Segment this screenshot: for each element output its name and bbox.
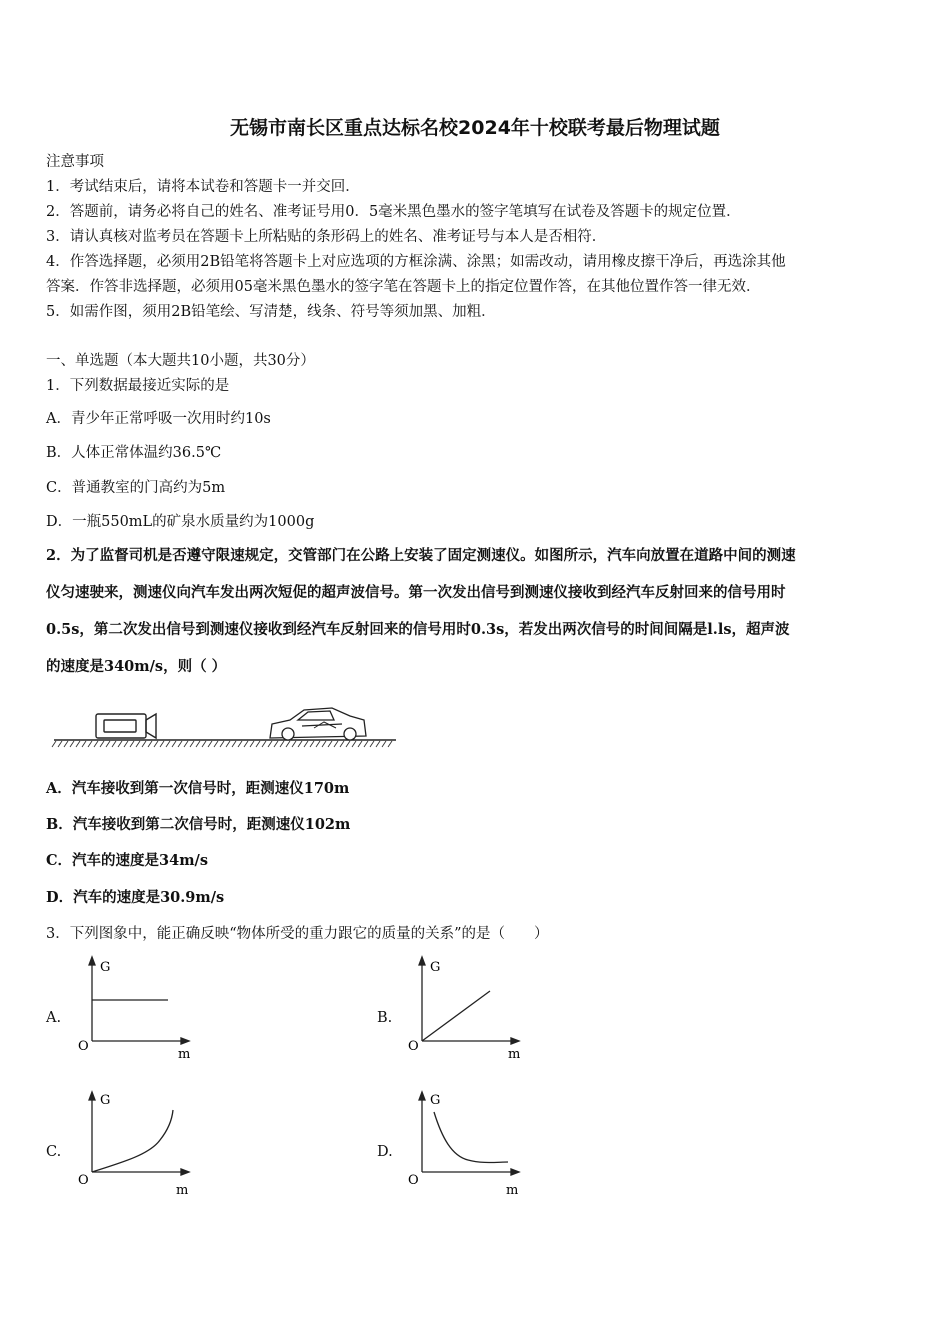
q3-option-d-label: D. — [377, 1144, 393, 1160]
hatch-mark — [220, 741, 224, 747]
q3-option-a-label: A. — [46, 1010, 62, 1026]
graph-d — [402, 1090, 527, 1202]
hatch-mark — [196, 741, 200, 747]
y-arrow — [89, 1092, 95, 1100]
hatch-mark — [112, 741, 116, 747]
hatch-mark — [178, 741, 182, 747]
hatch-mark — [58, 741, 62, 747]
hatch-mark — [388, 741, 392, 747]
q2-option-d: D．汽车的速度是30.9m/s — [46, 889, 225, 906]
hatch-mark — [256, 741, 260, 747]
hatch-mark — [82, 741, 86, 747]
q1-stem: 1．下列数据最接近实际的是 — [46, 378, 230, 394]
notice-item-1: 1．考试结束后，请将本试卷和答题卡一并交回． — [46, 179, 360, 195]
hatch-mark — [70, 741, 74, 747]
hatch-mark — [76, 741, 80, 747]
origin-label: O — [408, 1173, 419, 1188]
q3-stem: 3．下列图象中，能正确反映“物体所受的重力跟它的质量的关系”的是（ ） — [46, 926, 549, 942]
hatch-mark — [190, 741, 194, 747]
axis-label-x: m — [178, 1047, 191, 1062]
hatch-mark — [376, 741, 380, 747]
graph-curve — [434, 1112, 508, 1163]
notice-heading: 注意事项 — [46, 154, 104, 170]
graph-curve — [92, 1110, 173, 1172]
hatch-mark — [322, 741, 326, 747]
hatch-mark — [382, 741, 386, 747]
q2-line-3: 0.5s，第二次发出信号到测速仪接收到经汽车反射回来的信号用时0.3s，若发出两次信号的时间间隔是l.ls，超声波 — [46, 621, 790, 638]
graph-c — [72, 1090, 197, 1202]
q3-option-b-label: B. — [377, 1010, 393, 1026]
q1-option-c: C．普通教室的门高约为5m — [46, 480, 226, 496]
hatch-mark — [226, 741, 230, 747]
hatch-mark — [352, 741, 356, 747]
q3-option-c-label: C. — [46, 1144, 62, 1160]
origin-label: O — [78, 1173, 89, 1188]
hatch-mark — [64, 741, 68, 747]
car-icon — [270, 708, 366, 740]
notice-item-5: 5．如需作图，须用2B铅笔绘、写清楚，线条、符号等须加黑、加粗． — [46, 304, 496, 320]
hatch-mark — [244, 741, 248, 747]
x-arrow — [511, 1038, 519, 1044]
hatch-mark — [232, 741, 236, 747]
hatch-mark — [316, 741, 320, 747]
y-arrow — [419, 957, 425, 965]
axis-label-y: G — [100, 960, 111, 975]
hatch-mark — [106, 741, 110, 747]
hatch-mark — [346, 741, 350, 747]
hatch-mark — [184, 741, 188, 747]
hatch-mark — [310, 741, 314, 747]
y-arrow — [89, 957, 95, 965]
graph-line — [422, 991, 490, 1041]
hatch-mark — [358, 741, 362, 747]
axis-label-y: G — [430, 960, 441, 975]
hatch-mark — [88, 741, 92, 747]
hatch-mark — [334, 741, 338, 747]
axis-label-x: m — [506, 1183, 519, 1198]
notice-item-4: 4．作答选择题，必须用2B铅笔将答题卡上对应选项的方框涂满、涂黑；如需改动，请用橡皮擦干净后，再选涂其他 — [46, 254, 786, 270]
hatch-mark — [304, 741, 308, 747]
origin-label: O — [408, 1039, 419, 1054]
axis-label-y: G — [100, 1093, 111, 1108]
q2-option-a: A．汽车接收到第一次信号时，距测速仪170m — [46, 780, 350, 797]
hatch-mark — [268, 741, 272, 747]
q1-option-b: B．人体正常体温约36.5℃ — [46, 445, 222, 461]
hatch-mark — [202, 741, 206, 747]
axis-label-x: m — [508, 1047, 521, 1062]
hatch-mark — [94, 741, 98, 747]
notice-item-2: 2．答题前，请务必将自己的姓名、准考证号用0．5毫米黑色墨水的签字笔填写在试卷及答题卡的规定位置． — [46, 204, 741, 220]
axis-label-x: m — [176, 1183, 189, 1198]
hatch-mark — [118, 741, 122, 747]
hatch-mark — [52, 741, 56, 747]
hatch-mark — [364, 741, 368, 747]
hatch-mark — [298, 741, 302, 747]
hatch-mark — [292, 741, 296, 747]
q2-line-2: 仪匀速驶来，测速仪向汽车发出两次短促的超声波信号。第一次发出信号到测速仪接收到经汽车反射回来的信号用时 — [46, 584, 786, 601]
hatch-mark — [166, 741, 170, 747]
x-arrow — [511, 1169, 519, 1175]
hatch-mark — [286, 741, 290, 747]
hatch-mark — [208, 741, 212, 747]
speed-camera-icon — [96, 714, 156, 738]
notice-item-4-cont: 答案．作答非选择题，必须用05毫米黑色墨水的签字笔在答题卡上的指定位置作答，在其他位置作答一律无效． — [46, 279, 761, 295]
hatch-mark — [274, 741, 278, 747]
q2-option-c: C．汽车的速度是34m/s — [46, 852, 209, 869]
hatch-mark — [172, 741, 176, 747]
hatch-mark — [160, 741, 164, 747]
graph-a — [72, 955, 197, 1065]
hatch-mark — [238, 741, 242, 747]
q2-line-1: 2．为了监督司机是否遵守限速规定，交管部门在公路上安装了固定测速仪。如图所示，汽车向放置在道路中间的测速 — [46, 547, 796, 564]
hatch-mark — [250, 741, 254, 747]
axis-label-y: G — [430, 1093, 441, 1108]
speed-camera-figure — [52, 700, 398, 752]
q2-option-b: B．汽车接收到第二次信号时，距测速仪102m — [46, 816, 351, 833]
hatch-mark — [340, 741, 344, 747]
hatch-mark — [154, 741, 158, 747]
hatch-mark — [148, 741, 152, 747]
q1-option-d: D．一瓶550mL的矿泉水质量约为1000g — [46, 514, 315, 530]
hatch-mark — [142, 741, 146, 747]
hatch-mark — [136, 741, 140, 747]
hatch-mark — [100, 741, 104, 747]
hatch-mark — [280, 741, 284, 747]
y-arrow — [419, 1092, 425, 1100]
road-hatching — [52, 741, 392, 747]
graph-b — [402, 955, 527, 1065]
hatch-mark — [130, 741, 134, 747]
page-title: 无锡市南长区重点达标名校2024年十校联考最后物理试题 — [230, 117, 720, 139]
q1-option-a: A．青少年正常呼吸一次用时约10s — [46, 411, 271, 427]
x-arrow — [181, 1169, 189, 1175]
q2-line-4: 的速度是340m/s，则（ ） — [46, 658, 227, 675]
hatch-mark — [214, 741, 218, 747]
hatch-mark — [262, 741, 266, 747]
hatch-mark — [328, 741, 332, 747]
notice-item-3: 3．请认真核对监考员在答题卡上所粘贴的条形码上的姓名、准考证号与本人是否相符． — [46, 229, 607, 245]
origin-label: O — [78, 1039, 89, 1054]
section-heading: 一、单选题（本大题共10小题，共30分） — [46, 353, 315, 369]
hatch-mark — [124, 741, 128, 747]
hatch-mark — [370, 741, 374, 747]
x-arrow — [181, 1038, 189, 1044]
